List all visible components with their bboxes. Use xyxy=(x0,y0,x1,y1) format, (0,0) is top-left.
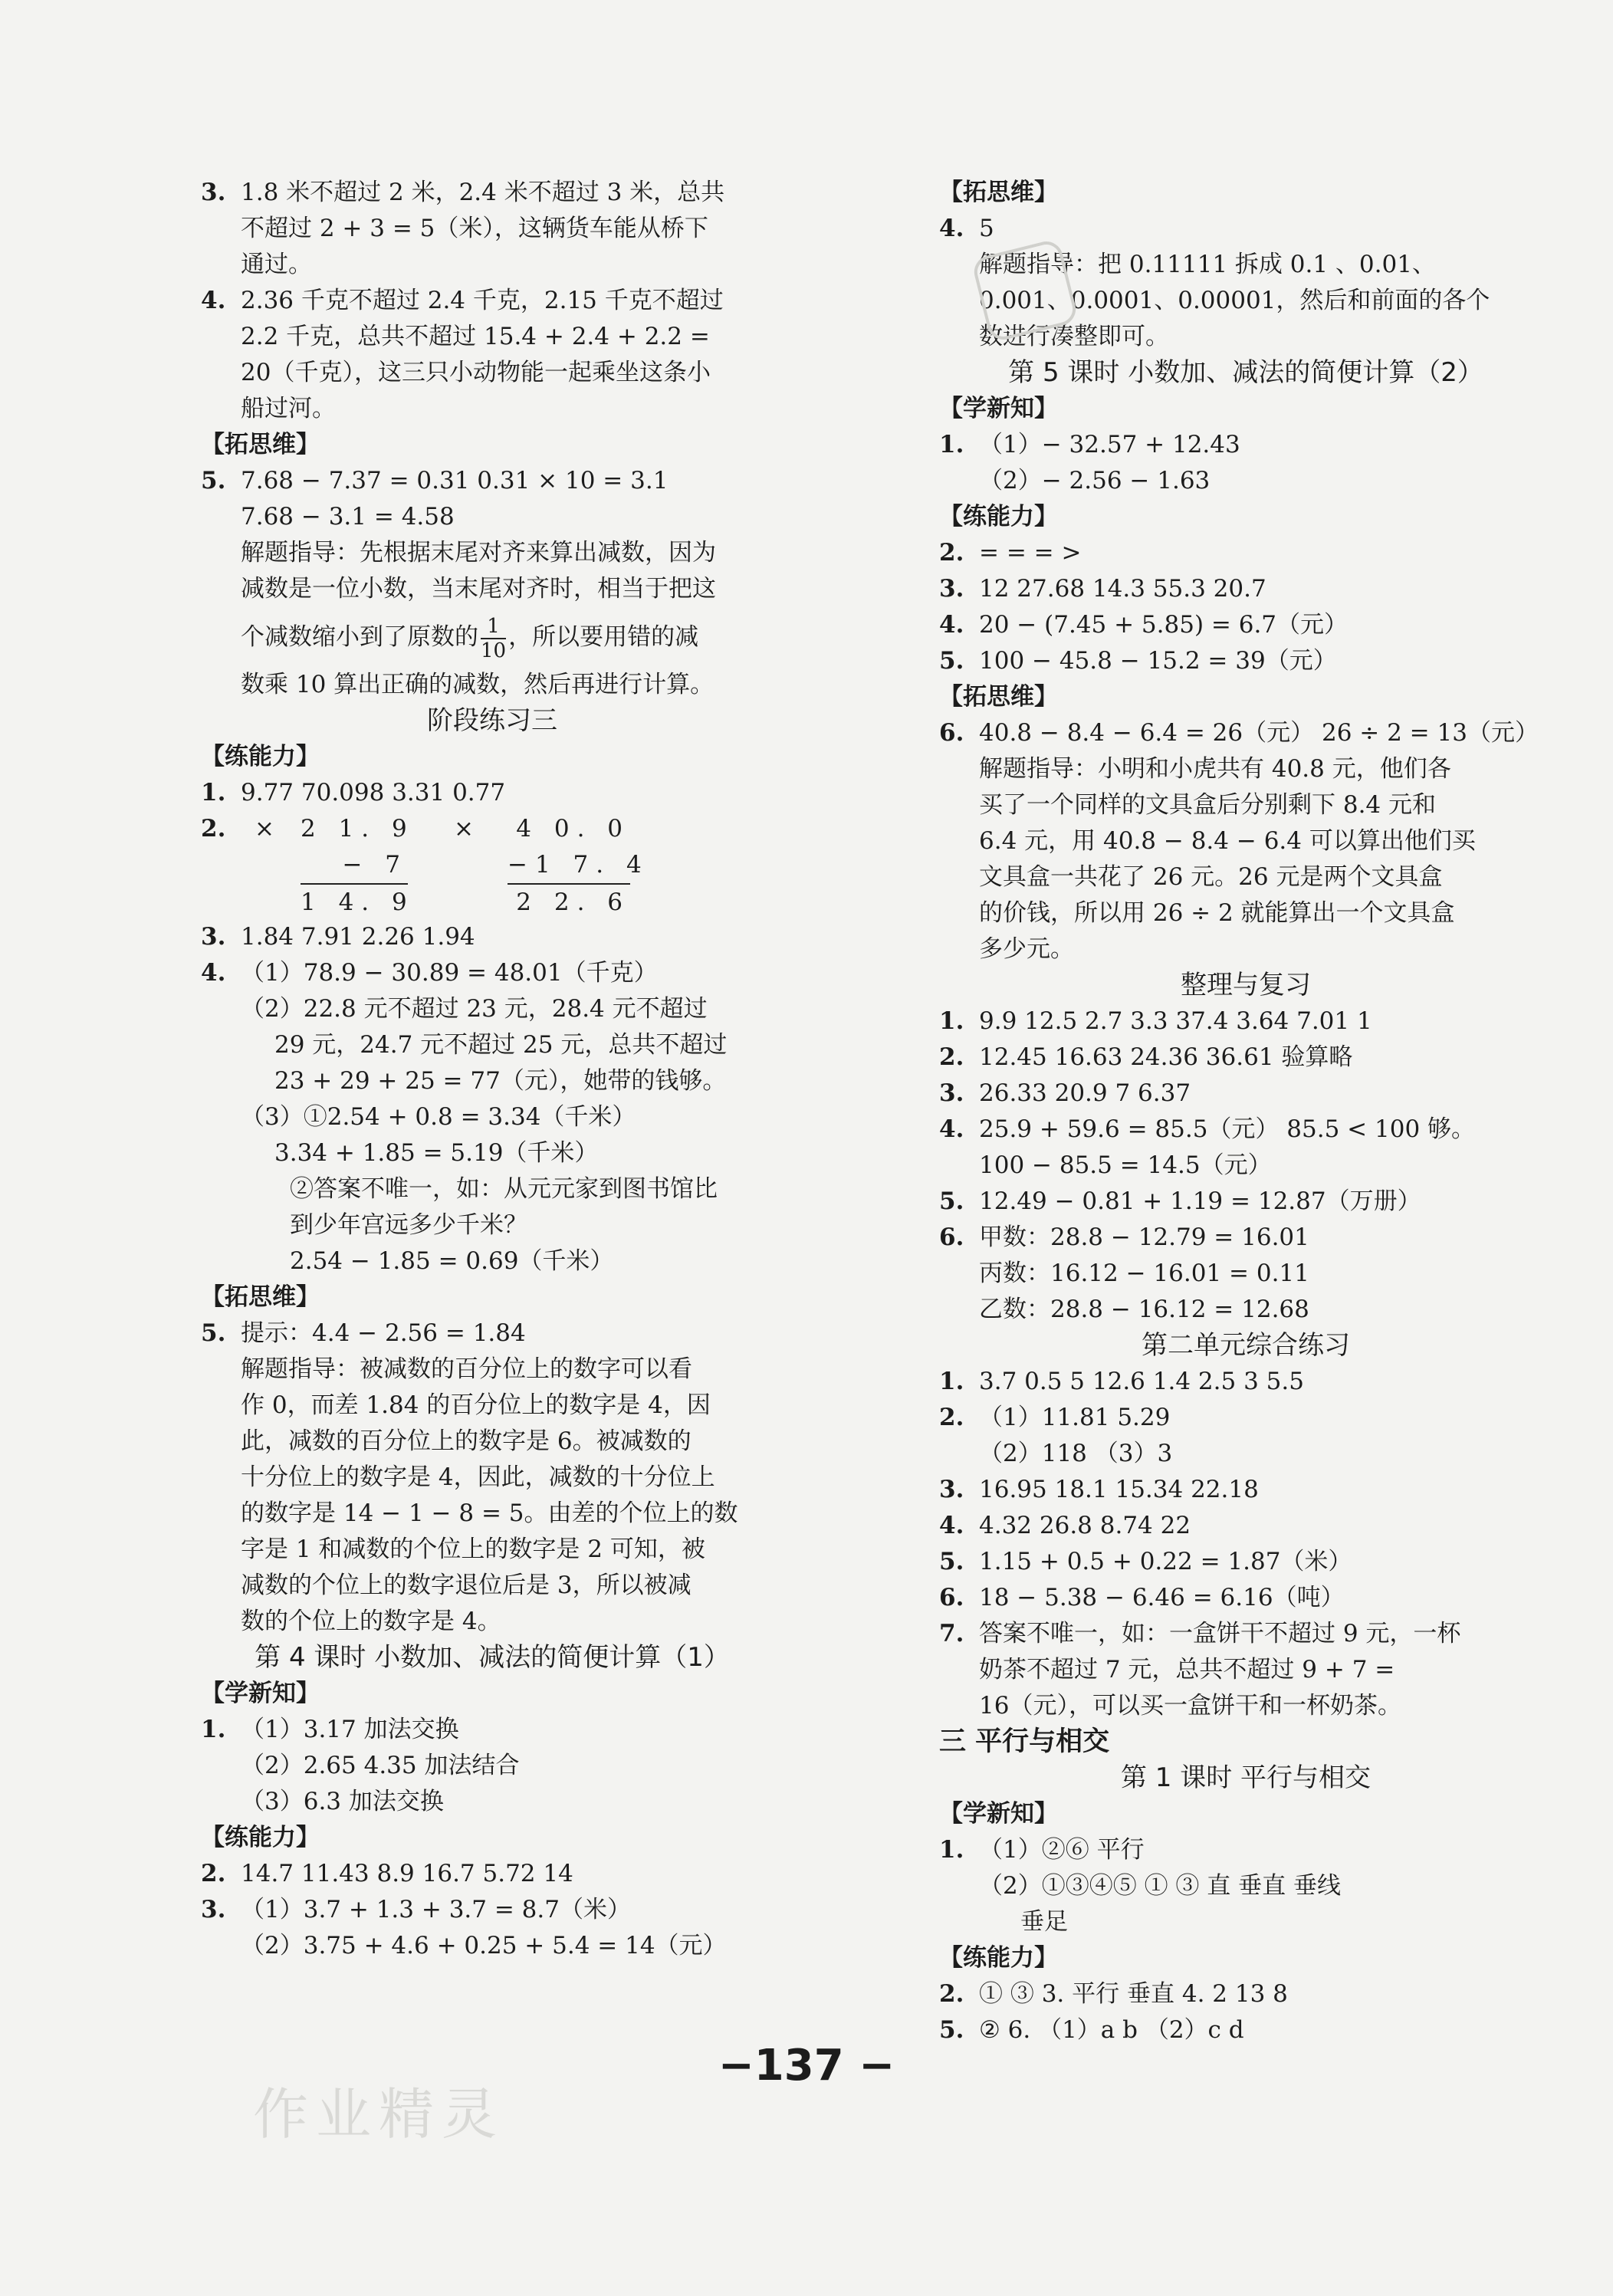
item-number: 3. xyxy=(939,1476,964,1503)
left-column xyxy=(201,175,784,1964)
answer-line: 丙数：16.12 − 16.01 = 0.11 xyxy=(979,1260,1309,1287)
item-number: 1. xyxy=(939,1836,964,1864)
section-tag: 【学新知】 xyxy=(939,1800,1058,1828)
item-number: 2. xyxy=(201,1860,226,1887)
section-tag: 【练能力】 xyxy=(201,743,320,770)
answer-line: 5. 12.49 − 0.81 + 1.19 = 12.87（万册） xyxy=(939,1184,1552,1220)
answer-line: 解题指导：把 0.11111 拆成 0.1 、0.01、 xyxy=(979,251,1436,278)
item-number: 3. xyxy=(939,1079,964,1107)
answer-line: 文具盒一共花了 26 元。26 元是两个文具盒 xyxy=(979,863,1443,891)
item-number: 1. xyxy=(939,431,964,458)
item-number: 7. xyxy=(939,1620,964,1647)
item-number: 5. xyxy=(201,467,226,494)
answer-line: 5. 1.15 + 0.5 + 0.22 = 1.87（米） xyxy=(939,1544,1552,1580)
page-number: −137 − xyxy=(718,2041,895,2091)
answer-line: 3. 1.84 7.91 2.26 1.94 xyxy=(201,919,784,955)
answer-line: 4. （1）78.9 − 30.89 = 48.01（千克） xyxy=(201,955,784,991)
answer-line: 乙数：28.8 − 16.12 = 12.68 xyxy=(979,1296,1309,1323)
answer-line: 16（元），可以买一盒饼干和一杯奶茶。 xyxy=(979,1692,1401,1720)
answer-line: 5. 提示：4.4 − 2.56 = 1.84 xyxy=(201,1316,784,1352)
section-tag: 【拓思维】 xyxy=(201,1283,320,1311)
answer-line: 6. 18 − 5.38 − 6.46 = 6.16（吨） xyxy=(939,1580,1552,1616)
answer-line: 3. 16.95 18.1 15.34 22.18 xyxy=(939,1472,1552,1508)
answer-line: 2. 14.7 11.43 8.9 16.7 5.72 14 xyxy=(201,1856,784,1892)
answer-line: 3. 1.8 米不超过 2 米，2.4 米不超过 3 米，总共 xyxy=(201,175,784,211)
answer-line: 1. 9.9 12.5 2.7 3.3 37.4 3.64 7.01 1 xyxy=(939,1003,1552,1040)
answer-line: 7.68 − 3.1 = 4.58 xyxy=(241,503,455,530)
answer-line: 100 − 85.5 = 14.5（元） xyxy=(979,1151,1272,1179)
answer-line: 2. = = = > xyxy=(939,535,1552,571)
answer-line: 奶茶不超过 7 元，总共不超过 9 + 7 = xyxy=(979,1656,1395,1683)
answer-line: 船过河。 xyxy=(241,395,336,422)
answer-line: 2. ① ③ 3. 平行 垂直 4. 2 13 8 xyxy=(939,1976,1552,2012)
answer-line: 4. 25.9 + 59.6 = 85.5（元） 85.5 < 100 够。 xyxy=(939,1112,1552,1148)
answer-line: （2）− 2.56 − 1.63 xyxy=(979,467,1211,494)
answer-line: （2）2.65 4.35 加法结合 xyxy=(241,1752,520,1779)
vertical-calc-1: 2 1. 9 − 7 1 4. 9 xyxy=(301,815,415,916)
vertical-calc-2: 4 0. 0 −1 7. 4 2 2. 6 xyxy=(508,815,649,916)
right-column xyxy=(939,175,1552,2048)
section-title: 第二单元综合练习 xyxy=(1142,1330,1350,1361)
item-number: 5. xyxy=(939,1548,964,1575)
answer-line: 减数是一位小数，当末尾对齐时，相当于把这 xyxy=(241,575,716,603)
section-tag: 【学新知】 xyxy=(939,395,1058,422)
section-title: 第 1 课时 平行与相交 xyxy=(1120,1762,1372,1793)
item-number: 4. xyxy=(939,215,964,242)
answer-line: 20（千克），这三只小动物能一起乘坐这条小 xyxy=(241,359,711,386)
answer-line: 字是 1 和减数的个位上的数字是 2 可知，被 xyxy=(241,1536,705,1563)
answer-line: 个减数缩小到了原数的 $\frac{1}{10}$ ，所以要用错的减 xyxy=(241,614,699,662)
answer-line: 的数字是 14 − 1 − 8 = 5。由差的个位上的数 xyxy=(241,1499,738,1527)
section-tag: 【练能力】 xyxy=(939,1944,1058,1972)
item-number: 5. xyxy=(939,647,964,675)
answer-line: 29 元，24.7 元不超过 25 元，总共不超过 xyxy=(274,1031,728,1059)
item-number: 2. xyxy=(939,539,964,567)
answer-line: 2.54 − 1.85 = 0.69（千米） xyxy=(290,1247,614,1275)
answer-line: ②答案不唯一，如：从元元家到图书馆比 xyxy=(290,1175,718,1203)
answer-line: 垂足 xyxy=(1020,1908,1068,1936)
section-tag: 【练能力】 xyxy=(939,503,1058,530)
answer-line: 6. 甲数：28.8 − 12.79 = 16.01 xyxy=(939,1220,1552,1256)
watermark-text: 作业精灵 xyxy=(253,2082,505,2147)
answer-line: 4. 2.36 千克不超过 2.4 千克，2.15 千克不超过 xyxy=(201,283,784,319)
item-number: 4. xyxy=(939,611,964,639)
answer-line: 通过。 xyxy=(241,251,312,278)
answer-line: 减数的个位上的数字退位后是 3，所以被减 xyxy=(241,1572,692,1599)
answer-line: 此，减数的百分位上的数字是 6。被减数的 xyxy=(241,1427,692,1455)
answer-line: 2. （1）11.81 5.29 xyxy=(939,1400,1552,1436)
vertical-calc-block: 2. × 2 1. 9 − 7 1 4. 9 × 4 0. 0 −1 7. 4 2 2. 6 xyxy=(201,811,784,919)
answer-line: 2. 12.45 16.63 24.36 36.61 验算略 xyxy=(939,1040,1552,1076)
item-number: 6. xyxy=(939,1584,964,1611)
section-tag: 【练能力】 xyxy=(201,1824,320,1851)
answer-line: 7. 答案不唯一，如：一盒饼干不超过 9 元，一杯 xyxy=(939,1616,1552,1652)
item-number: 4. xyxy=(939,1512,964,1539)
answer-line: （3）6.3 加法交换 xyxy=(241,1788,444,1815)
section-tag: 【学新知】 xyxy=(201,1680,320,1707)
answer-line: 多少元。 xyxy=(979,935,1074,963)
answer-line: 1. 3.7 0.5 5 12.6 1.4 2.5 3 5.5 xyxy=(939,1364,1552,1400)
answer-line: （2）①③④⑤ ① ③ 直 垂直 垂线 xyxy=(979,1872,1341,1900)
item-number: 2. xyxy=(939,1980,964,2008)
item-number: 3. xyxy=(939,575,964,603)
answer-line: 3. （1）3.7 + 1.3 + 3.7 = 8.7（米） xyxy=(201,1892,784,1928)
answer-line: 数乘 10 算出正确的减数，然后再进行计算。 xyxy=(241,671,715,698)
answer-line: 1. （1）3.17 加法交换 xyxy=(201,1712,784,1748)
answer-line: 4. 4.32 26.8 8.74 22 xyxy=(939,1508,1552,1544)
section-title: 阶段练习三 xyxy=(427,705,557,736)
answer-line: 3. 26.33 20.9 7 6.37 xyxy=(939,1076,1552,1112)
unit-title: 三 平行与相交 xyxy=(939,1726,1110,1757)
item-number: 6. xyxy=(939,1224,964,1251)
item-number: 4. xyxy=(201,959,226,987)
answer-line: 数的个位上的数字是 4。 xyxy=(241,1608,501,1635)
answer-line: 5. ② 6. （1）a b （2）c d xyxy=(939,2012,1552,2048)
answer-line: 2.2 千克，总共不超过 15.4 + 2.4 + 2.2 = xyxy=(241,323,710,350)
answer-line: 1. 9.77 70.098 3.31 0.77 xyxy=(201,775,784,811)
section-tag: 【拓思维】 xyxy=(201,431,320,458)
item-number: 2. xyxy=(201,815,226,843)
section-tag: 【拓思维】 xyxy=(939,179,1058,206)
answer-line: 5. 7.68 − 7.37 = 0.31 0.31 × 10 = 3.1 xyxy=(201,463,784,499)
answer-line: （2）22.8 元不超过 23 元，28.4 元不超过 xyxy=(241,995,708,1023)
answer-line: 6. 40.8 − 8.4 − 6.4 = 26（元） 26 ÷ 2 = 13（元） xyxy=(939,715,1552,751)
section-title: 整理与复习 xyxy=(1181,970,1311,1000)
answer-line: 解题指导：被减数的百分位上的数字可以看 xyxy=(241,1355,692,1383)
answer-line: 的价钱，所以用 26 ÷ 2 就能算出一个文具盒 xyxy=(979,899,1455,927)
item-number: 4. xyxy=(201,287,226,314)
answer-line: 解题指导：先根据末尾对齐来算出减数，因为 xyxy=(241,539,716,567)
answer-line: 5. 100 − 45.8 − 15.2 = 39（元） xyxy=(939,643,1552,679)
item-number: 5. xyxy=(939,1187,964,1215)
item-number: 6. xyxy=(939,719,964,747)
answer-line: 不超过 2 + 3 = 5（米），这辆货车能从桥下 xyxy=(241,215,708,242)
answer-line: 4. 20 − (7.45 + 5.85) = 6.7（元） xyxy=(939,607,1552,643)
answer-line: 数进行凑整即可。 xyxy=(979,323,1169,350)
item-number: 3. xyxy=(201,1896,226,1923)
answer-line: 23 + 29 + 25 = 77（元），她带的钱够。 xyxy=(274,1067,727,1095)
answer-line: 解题指导：小明和小虎共有 40.8 元，他们各 xyxy=(979,755,1451,783)
fraction: $\frac{1}{10}$ xyxy=(481,614,507,662)
item-number: 1. xyxy=(939,1007,964,1035)
answer-line: 6.4 元，用 40.8 − 8.4 − 6.4 可以算出他们买 xyxy=(979,827,1476,855)
answer-line: 十分位上的数字是 4，因此，减数的十分位上 xyxy=(241,1463,715,1491)
item-number: 5. xyxy=(201,1319,226,1347)
item-number: 5. xyxy=(939,2016,964,2044)
answer-line: 1. （1）②⑥ 平行 xyxy=(939,1832,1552,1868)
answer-line: 到少年宫远多少千米？ xyxy=(290,1211,527,1239)
section-tag: 【拓思维】 xyxy=(939,683,1058,711)
item-number: 2. xyxy=(939,1043,964,1071)
item-number: 1. xyxy=(939,1368,964,1395)
answer-line: （2）3.75 + 4.6 + 0.25 + 5.4 = 14（元） xyxy=(241,1932,727,1959)
answer-line: 4. 5 xyxy=(939,211,1552,247)
item-number: 1. xyxy=(201,1716,226,1743)
answer-line: 作 0，而差 1.84 的百分位上的数字是 4，因 xyxy=(241,1391,711,1419)
item-number: 2. xyxy=(939,1404,964,1431)
answer-line: 买了一个同样的文具盒后分别剩下 8.4 元和 xyxy=(979,791,1437,819)
answer-line: 3. 12 27.68 14.3 55.3 20.7 xyxy=(939,571,1552,607)
item-number: 3. xyxy=(201,923,226,951)
answer-line: 3.34 + 1.85 = 5.19（千米） xyxy=(274,1139,599,1167)
answer-line: （2）118 （3）3 xyxy=(979,1440,1173,1467)
item-number: 1. xyxy=(201,779,226,806)
item-number: 4. xyxy=(939,1115,964,1143)
section-title: 第 4 课时 小数加、减法的简便计算（1） xyxy=(255,1642,730,1673)
answer-line: 1. （1）− 32.57 + 12.43 xyxy=(939,427,1552,463)
answer-line: （3）①2.54 + 0.8 = 3.34（千米） xyxy=(241,1103,636,1131)
item-number: 3. xyxy=(201,179,226,206)
answer-line: 0.001、0.0001、0.00001，然后和前面的各个 xyxy=(979,287,1490,314)
section-title: 第 5 课时 小数加、减法的简便计算（2） xyxy=(1008,357,1483,388)
